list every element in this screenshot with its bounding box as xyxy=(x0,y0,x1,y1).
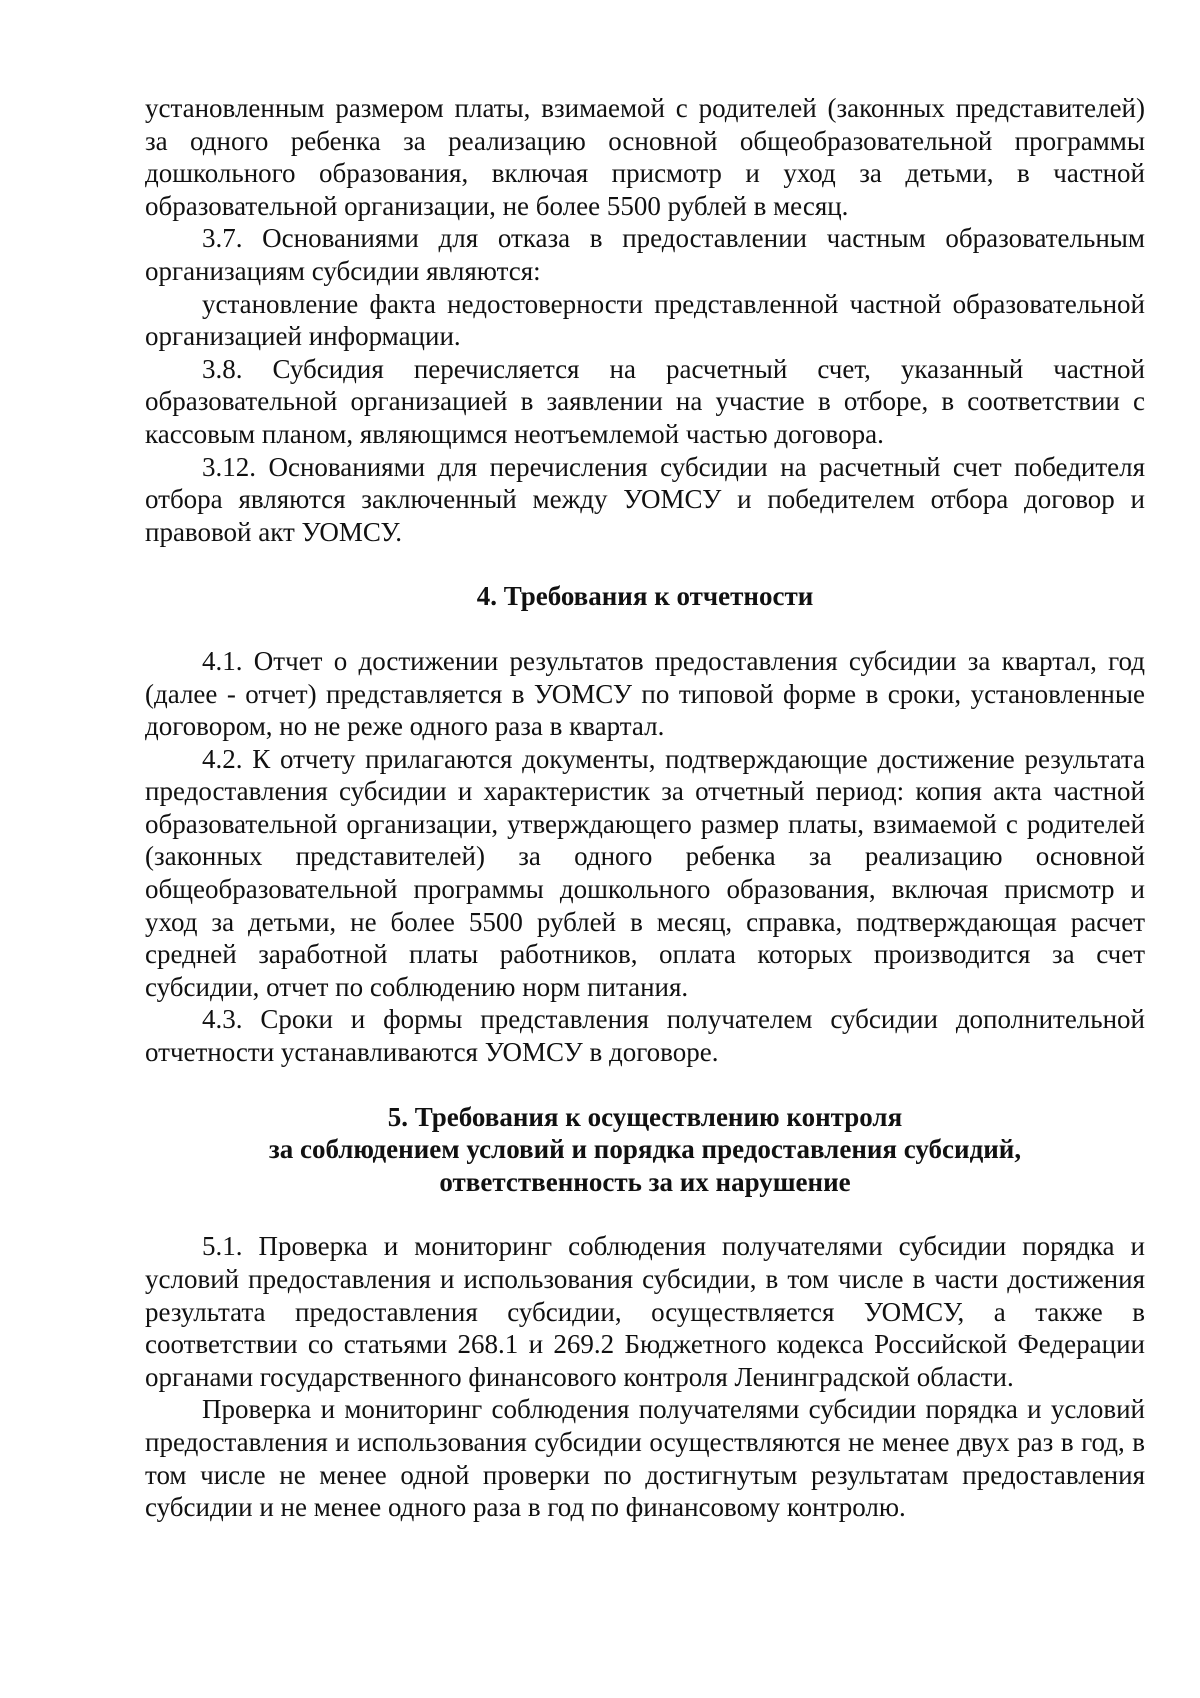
paragraph-continuation-3-6: установленным размером платы, взимаемой с родителей (законных представителей) за одного ребенка за реализацию основной общеобразовательной программы дошкольного образования, включая присмотр и уход за детьми, в частной образовательной организации, не более 5500 рублей в месяц. xyxy=(145,93,1145,221)
section-5-title xyxy=(145,1101,1145,1199)
paragraph-3-12: 3.12. Основаниями для перечисления субсидии на расчетный счет победителя отбора являются заключенный между УОМСУ и победителем отбора договор и правовой акт УОМСУ. xyxy=(145,451,1145,547)
paragraph-3-7: 3.7. Основаниями для отказа в предоставлении частным образовательным организациям субсидии являются: xyxy=(145,223,1145,286)
section-4-title: 4. Требования к отчетности xyxy=(476,581,814,612)
section-5-title-line-3: ответственность за их нарушение xyxy=(439,1166,851,1197)
paragraph-3-8: 3.8. Субсидия перечисляется на расчетный счет, указанный частной образовательной организацией в заявлении на участие в отборе, в соответствии с кассовым планом, являющимся неотъемлемой частью договора. xyxy=(145,353,1145,449)
section-5-title-line-2: за соблюдением условий и порядка предоставления субсидий, xyxy=(268,1134,1022,1165)
paragraph-4-3: 4.3. Сроки и формы представления получателем субсидии дополнительной отчетности устанавливаются УОМСУ в договоре. xyxy=(145,1004,1145,1068)
document-page xyxy=(145,92,1145,1524)
paragraph-4-2: 4.2. К отчету прилагаются документы, подтверждающие достижение результата предоставления субсидии и характеристик за отчетный период: копия акта частной образовательной организации, утверждающего размер платы, взимаемой с родителей (законных представителей) за одного ребенка за реализацию основной общеобразовательной программы дошкольного образования, включая присмотр и уход за детьми, не более 5500 рублей в месяц, справка, подтверждающая расчет средней заработной платы работников, оплата которых производится за счет субсидии, отчет по соблюдению норм питания. xyxy=(145,743,1145,1002)
section-5-title-line-1: 5. Требования к осуществлению контроля xyxy=(387,1101,903,1132)
paragraph-3-7-item: установление факта недостоверности представленной частной образовательной организацией информации. xyxy=(145,288,1145,352)
paragraph-4-1: 4.1. Отчет о достижении результатов предоставления субсидии за квартал, год (далее - отчет) представляется в УОМСУ по типовой форме в сроки, установленные договором, но не реже одного раза в квартал. xyxy=(145,645,1145,742)
paragraph-5-1-continued: Проверка и мониторинг соблюдения получателями субсидии порядка и условий предоставления и использования субсидии осуществляются не менее двух раз в год, в том числе не менее одной проверки по достигнутым результатам предоставления субсидии и не менее одного раза в год по финансовому контролю. xyxy=(145,1394,1145,1523)
paragraph-5-1: 5.1. Проверка и мониторинг соблюдения получателями субсидии порядка и условий предоставления и использования субсидии, в том числе в части достижения результата предоставления субсидии, осуществляется УОМСУ, а также в соответствии со статьями 268.1 и 269.2 Бюджетного кодекса Российской Федерации органами государственного финансового контроля Ленинградской области. xyxy=(145,1231,1145,1392)
